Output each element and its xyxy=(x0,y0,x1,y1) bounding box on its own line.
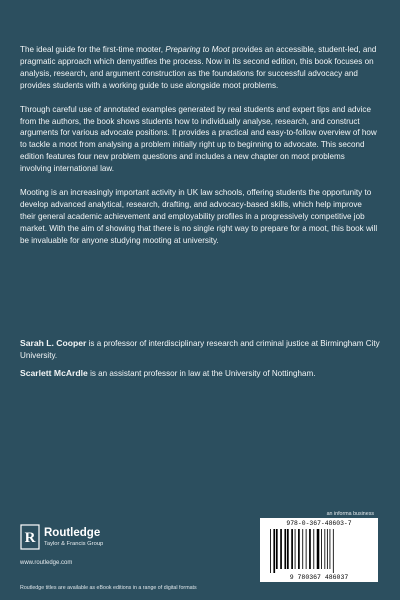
barcode-bar xyxy=(330,529,331,569)
barcode-bar xyxy=(298,529,300,569)
publisher-name: Routledge xyxy=(44,527,101,539)
author-bio-2 xyxy=(20,368,380,380)
publisher-website: www.routledge.com xyxy=(20,560,73,566)
barcode-bar xyxy=(321,529,322,569)
ebook-availability-note: Routledge titles are available as eBook editions in a range of digital formats xyxy=(20,585,197,591)
barcode-bar xyxy=(327,529,328,569)
barcode-bars xyxy=(260,518,378,582)
isbn-number: 978-0-367-48603-7 xyxy=(286,520,352,527)
logo-letter: R xyxy=(24,530,36,546)
author-bio-text: is an assistant professor in law at the University of Nottingham. xyxy=(87,369,316,379)
book-title-italic: Preparing to Moot xyxy=(165,45,230,54)
description-text: The ideal guide for the first-time mooter, xyxy=(20,45,166,54)
author-bio-1 xyxy=(20,338,380,361)
author-name: Sarah L. Cooper xyxy=(20,338,87,348)
routledge-logo-icon xyxy=(20,524,40,550)
barcode-bar xyxy=(287,529,289,569)
description-paragraph-1 xyxy=(20,44,378,92)
barcode-bar xyxy=(284,529,286,569)
isbn-barcode xyxy=(260,518,378,582)
barcode-bar xyxy=(302,529,303,569)
barcode-bar xyxy=(313,529,314,569)
description-paragraph-2: Through careful use of annotated examples generated by real students and expert tips and advice from the authors, the book shows students how to individually analyse, research, and construct arguments for various advocate positions. It provides a practical and easy-to-follow overview of how to tackle a moot from analysing a problem initially right up to beginning to advocate. This second edition features four new problem questions and includes a new chapter on moot problems involving international law. xyxy=(20,104,377,174)
publisher-group: Taylor & Francis Group xyxy=(44,541,104,547)
barcode-bar xyxy=(276,529,278,569)
author-bios xyxy=(20,338,380,387)
author-bio-text: is a professor of interdisciplinary research and criminal justice at Birmingham City University. xyxy=(20,339,380,360)
barcode-bar xyxy=(291,529,293,569)
routledge-logo xyxy=(20,524,170,554)
barcode-bar xyxy=(295,529,296,569)
barcode-bar xyxy=(317,529,320,569)
barcode-bar xyxy=(309,529,311,569)
barcode-bar xyxy=(306,529,307,569)
barcode-bar xyxy=(273,529,275,573)
informa-business-label: an informa business xyxy=(326,511,374,517)
barcode-bar xyxy=(333,529,334,573)
author-name: Scarlett McArdle xyxy=(20,368,88,379)
barcode-bar xyxy=(270,529,271,573)
barcode-bar xyxy=(280,529,282,569)
barcode-digits: 9 780367 486037 xyxy=(289,574,349,581)
description-paragraph-3: Mooting is an increasingly important activity in UK law schools, offering students the opportunity to develop advanced analytical, research, drafting, and advocacy-based skills, which help improve their general academic achievement and employability profiles in a progressively competitive job market. With the aim of showing that there is no single right way to prepare for a moot, this book will be invaluable for anyone studying mooting at university. xyxy=(20,188,378,245)
description-text: provides an accessible, student-led, and pragmatic approach which demystifies the process. Now in its second edition, this book focuses on analysis, research, and argument construction as the foundations for successful advocacy and provides students with a working guide to use alongside moot problems. xyxy=(20,45,377,90)
book-description xyxy=(20,44,378,259)
barcode-bar xyxy=(324,529,325,569)
